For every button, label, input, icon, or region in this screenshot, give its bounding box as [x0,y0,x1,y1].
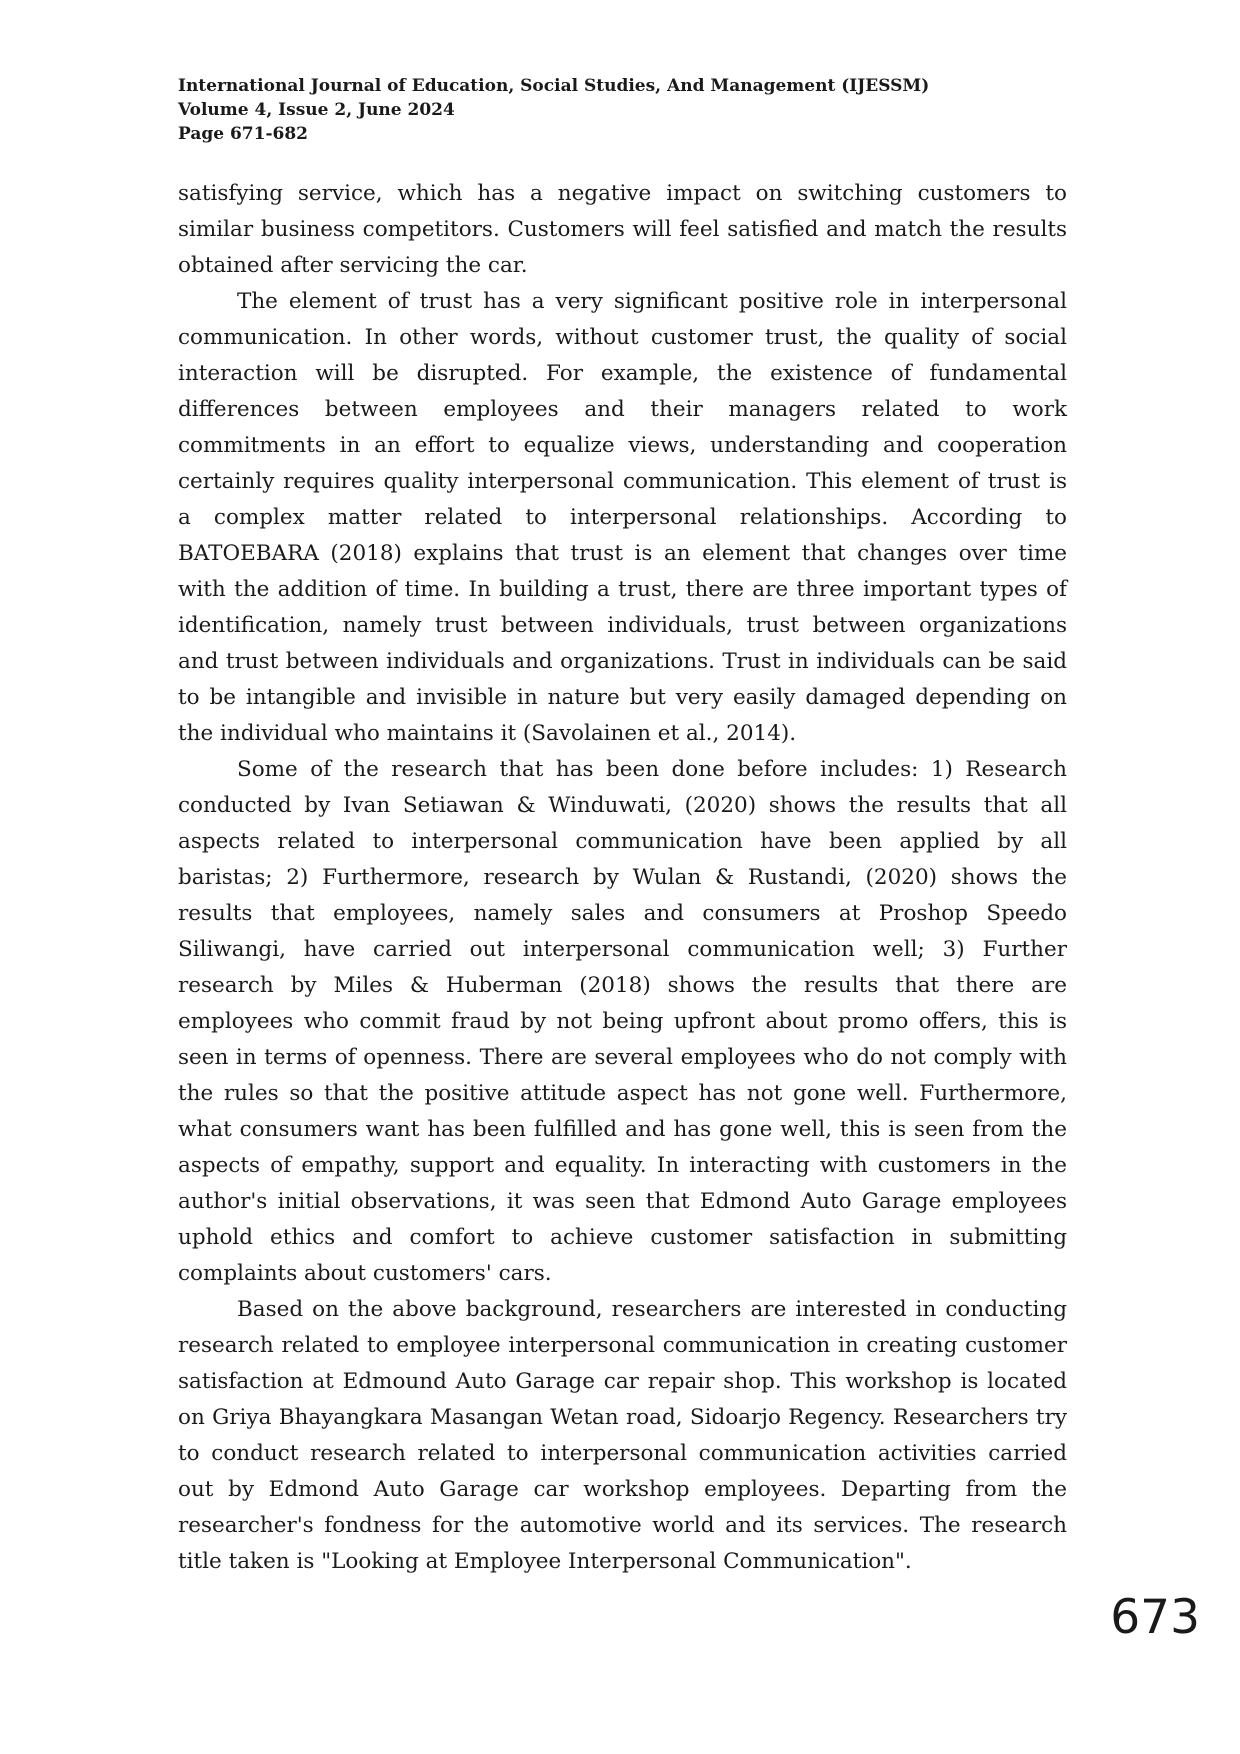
paragraph: satisfying service, which has a negative impact on switching customers to similar business competitors. Customers will feel satisfied and match the results obtained after servicing the car. [178,181,1067,278]
page-number: 673 [1110,1590,1200,1645]
journal-title: International Journal of Education, Social Studies, And Management (IJESSM) [178,76,930,96]
running-header [178,74,1078,146]
paragraph: Some of the research that has been done before includes: 1) Research conducted by Ivan Setiawan & Winduwati, (2020) shows the results that all aspects related to interpersonal communication have been applied by all baristas; 2) Furthermore, research by Wulan & Rustandi, (2020) shows the results that employees, namely sales and consumers at Proshop Speedo Siliwangi, have carried out interpersonal communication well; 3) Further research by Miles & Huberman (2018) shows the results that there are employees who commit fraud by not being upfront about promo offers, this is seen in terms of openness. There are several employees who do not comply with the rules so that the positive attitude aspect has not gone well. Furthermore, what consumers want has been fulfilled and has gone well, this is seen from the aspects of empathy, support and equality. In interacting with customers in the author's initial observations, it was seen that Edmond Auto Garage employees uphold ethics and comfort to achieve customer satisfaction in submitting complaints about customers' cars. [178,757,1067,1286]
volume-issue: Volume 4, Issue 2, June 2024 [178,100,455,120]
paragraph: Based on the above background, researchers are interested in conducting research related to employee interpersonal communication in creating customer satisfaction at Edmound Auto Garage car repair shop. This workshop is located on Griya Bhayangkara Masangan Wetan road, Sidoarjo Regency. Researchers try to conduct research related to interpersonal communication activities carried out by Edmond Auto Garage car workshop employees. Departing from the researcher's fondness for the automotive world and its services. The research title taken is "Looking at Employee Interpersonal Communication". [178,1297,1067,1574]
paragraph: The element of trust has a very significant positive role in interpersonal communication. In other words, without customer trust, the quality of social interaction will be disrupted. For example, the existence of fundamental differences between employees and their managers related to work commitments in an effort to equalize views, understanding and cooperation certainly requires quality interpersonal communication. This element of trust is a complex matter related to interpersonal relationships. According to BATOEBARA (2018) explains that trust is an element that changes over time with the addition of time. In building a trust, there are three important types of identification, namely trust between individuals, trust between organizations and trust between individuals and organizations. Trust in individuals can be said to be intangible and invisible in nature but very easily damaged depending on the individual who maintains it (Savolainen et al., 2014). [178,289,1067,746]
page-range: Page 671-682 [178,124,308,144]
body-text [178,176,1067,1580]
